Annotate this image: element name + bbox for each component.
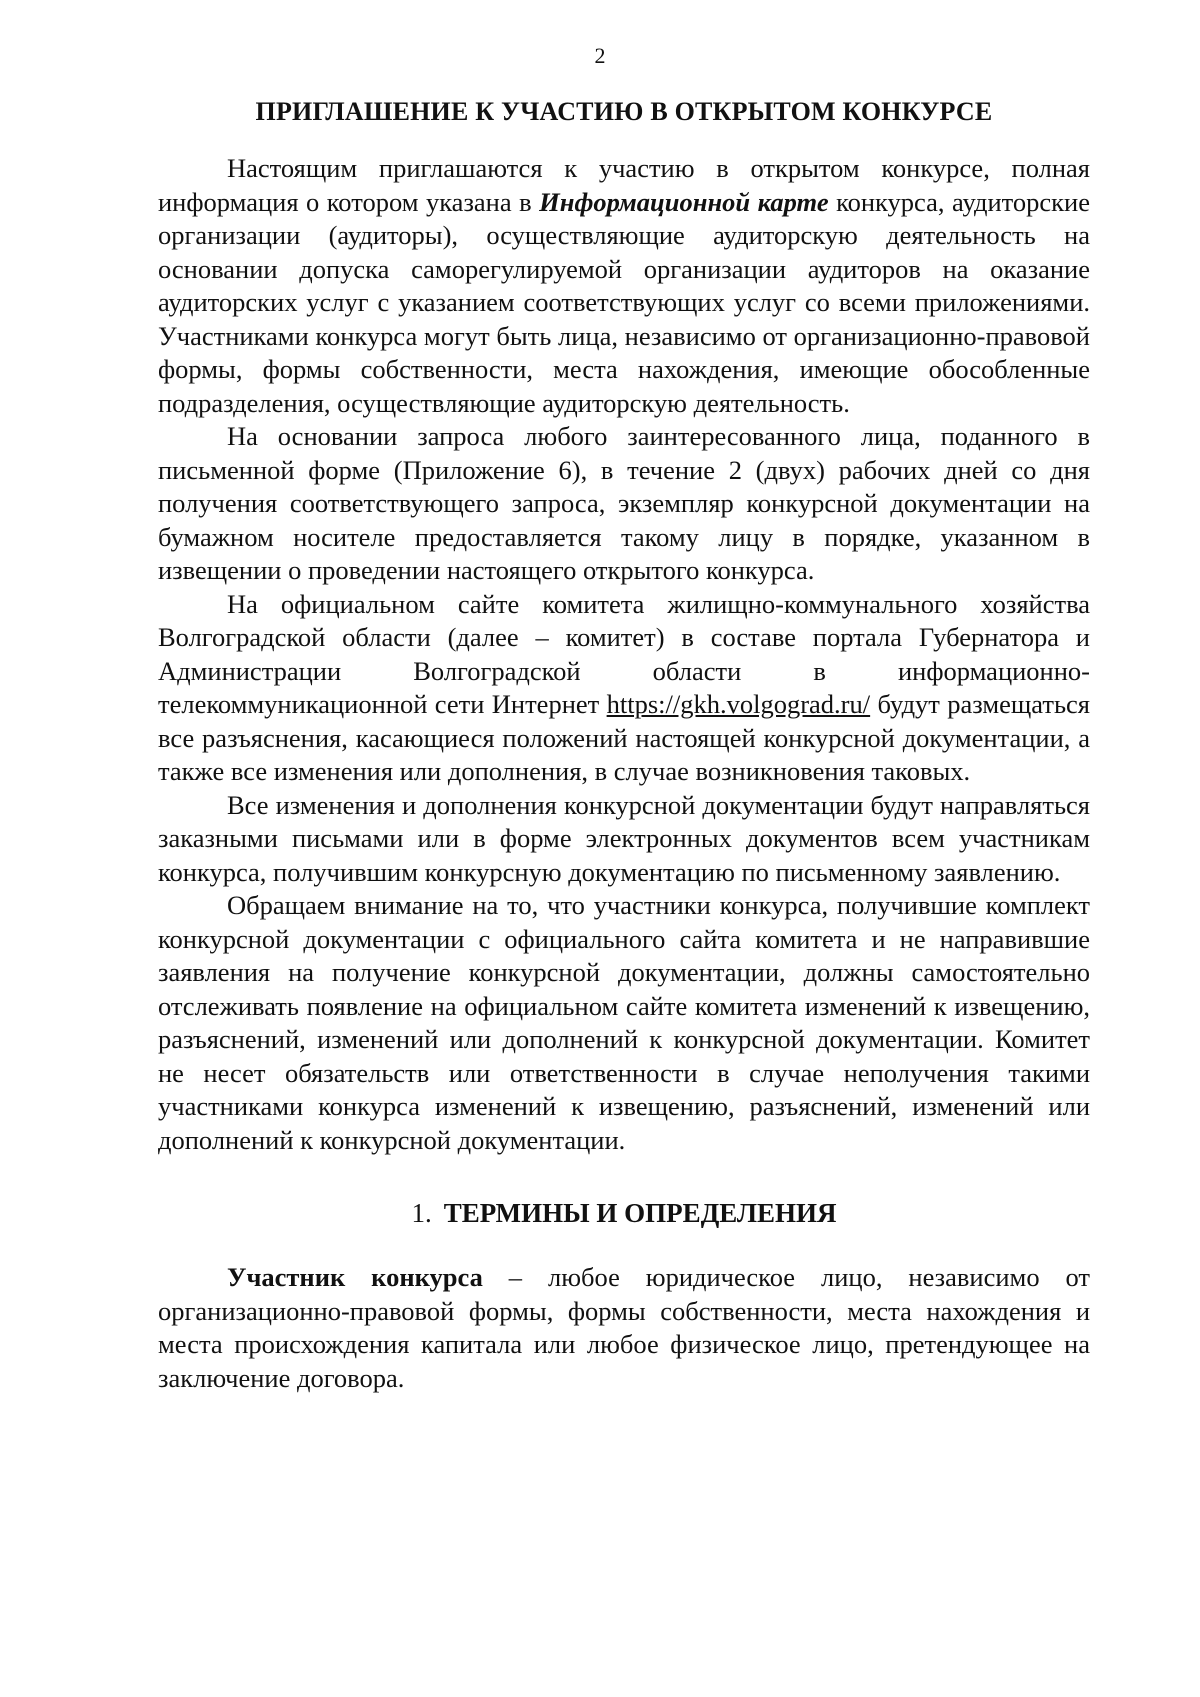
page-number: 2 [594, 43, 606, 68]
intro-paragraph-3 [158, 588, 1090, 789]
intro-p3-text-after: будут размещаться все разъяснения, касающиеся положений настоящей конкурсной документации, а также все изменения или дополнения, в случае возникновения таковых. [158, 689, 1090, 786]
document-title: ПРИГЛАШЕНИЕ К УЧАСТИЮ В ОТКРЫТОМ КОНКУРСЕ [255, 97, 993, 126]
intro-paragraph-1 [158, 152, 1090, 420]
intro-p3-text-before: На официальном сайте комитета жилищно-коммунального хозяйства Волгоградской области (далее – комитет) в составе портала Губернатора и Администрации Волгоградской области в информационно-телекоммуникационной сети Интернет [158, 588, 1090, 719]
intro-paragraph-4: Все изменения и дополнения конкурсной документации будут направляться заказными письмами или в форме электронных документов всем участникам конкурса, получившим конкурсную документацию по письменному заявлению. [158, 789, 1090, 887]
definition-text: – любое юридическое лицо, независимо от организационно-правовой формы, формы собственности, места нахождения и места происхождения капитала или любое физическое лицо, претендующее на заключение договора. [158, 1262, 1090, 1393]
intro-paragraph-2: На основании запроса любого заинтересованного лица, поданного в письменной форме (Приложение 6), в течение 2 (двух) рабочих дней со дня получения соответствующего запроса, экземпляр конкурсной документации на бумажном носителе предоставляется такому лицу в порядке, указанном в извещении о проведении настоящего открытого конкурса. [158, 421, 1090, 585]
page-content [158, 92, 1090, 1395]
section-1-title: ТЕРМИНЫ И ОПРЕДЕЛЕНИЯ [443, 1198, 837, 1228]
intro-p1-text-after: конкурса, аудиторские организации (аудиторы), осуществляющие аудиторскую деятельность на основании допуска саморегулируемой организации аудиторов на оказание аудиторских услуг с указанием соответствующих услуг со всеми приложениями. Участниками конкурса могут быть лица, независимо от организационно-правовой формы, формы собственности, места нахождения, имеющие обособленные подразделения, осуществляющие аудиторскую деятельность. [158, 186, 1090, 418]
definition-term: Участник конкурса [227, 1262, 483, 1292]
intro-p1-text-before: Настоящим приглашаются к участию в открытом конкурсе, полная информация о котором указана в [158, 153, 1090, 217]
official-site-link[interactable]: https://gkh.volgograd.ru/ [606, 689, 871, 719]
section-1-number: 1. [411, 1198, 432, 1228]
intro-paragraph-5: Обращаем внимание на то, что участники конкурса, получившие комплект конкурсной документации с официального сайта комитета и не направившие заявления на получение конкурсной документации, должны самостоятельно отслеживать появление на официальном сайте комитета изменений к извещению, разъяснений, изменений или дополнений к конкурсной документации. Комитет не несет обязательств или ответственности в случае неполучения такими участниками конкурса изменений к извещению, разъяснений, изменений или дополнений к конкурсной документации. [158, 890, 1090, 1155]
information-card-emphasis: Информационной карте [539, 186, 829, 217]
definition-participant [158, 1261, 1090, 1395]
section-1-heading [158, 1193, 1090, 1233]
